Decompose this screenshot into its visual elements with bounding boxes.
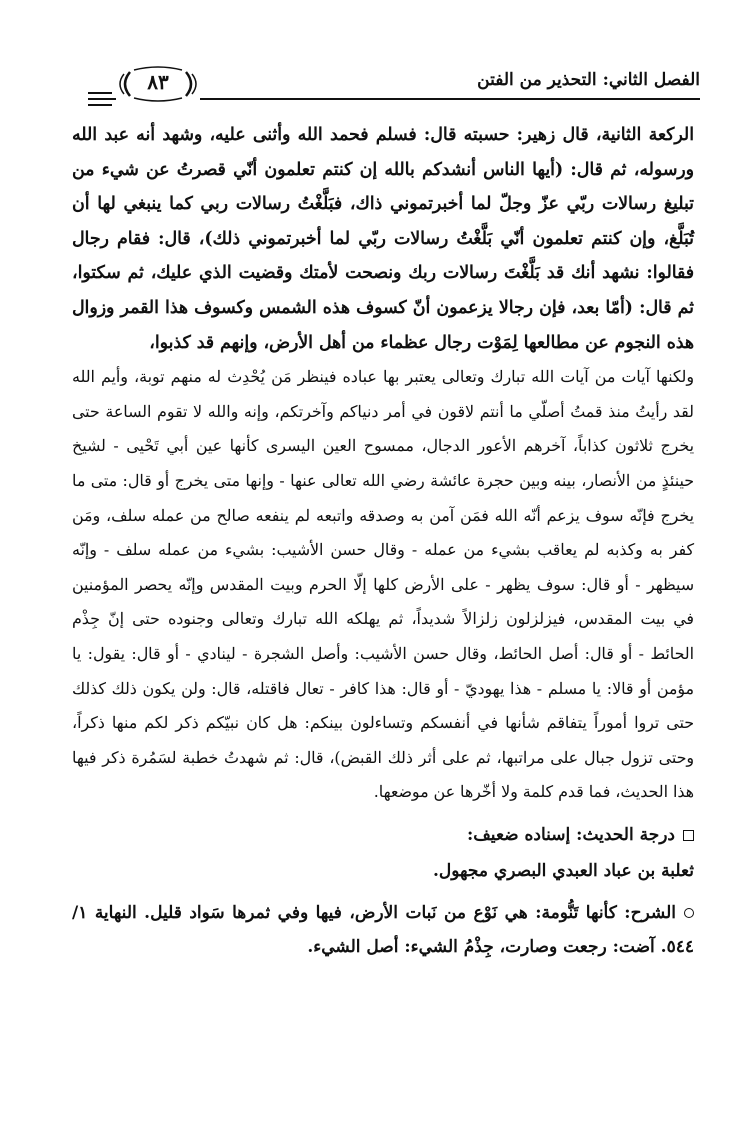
page-number-ornament <box>116 66 200 102</box>
narrator-note: ثعلبة بن عباد العبدي البصري مجهول. <box>433 860 694 881</box>
hadith-grade <box>72 818 694 852</box>
circle-bullet-icon <box>684 908 694 918</box>
explanation-text: الشرح: كأنها تَنُّومة: هي نَوْع من نَبات الأرض، فيها وفي ثمرها سَواد قليل. النهاية ١/ ٥٤٤. آضت: رجعت وصارت، جِذْمُ الشيء: أصل الشيء. <box>72 902 694 957</box>
header-double-rule-top <box>88 92 112 94</box>
explanation-note <box>72 896 694 964</box>
page-content <box>72 118 694 964</box>
square-bullet-icon <box>683 830 694 841</box>
hadith-text-continued: ولكنها آيات من آيات الله تبارك وتعالى يعتبر بها عباده فينظر مَن يُحْدِث له منهم توبة، وأيم الله لقد رأيتُ منذ قمتُ أصلّي ما أنتم لاقون في أمر دنياكم وآخرتكم، وإنه والله لا تقوم الساعة حتى يخرج ثلاثون كذاباً، آخرهم الأعور الدجال، ممسوح العين اليسرى كأنها عين أبي تَحْيى - لشيخ حينئذٍ من الأنصار، بينه وبين حجرة عائشة رضي الله تعالى عنها - وإنها متى يخرج أو قال: متى ما يخرج فإنّه سوف يزعم أنّه الله فمَن آمن به وصدقه واتبعه لم ينفعه صالح من عمله سلف، ومَن كفر به وكذبه لم يعاقب بشيء من عمله - وقال حسن الأشيب: بشيء من عمله سلف - وإنّه سيظهر - أو قال: سوف يظهر - على الأرض كلها إلّا الحرم وبيت المقدس وإنّه يحصر المؤمنين في بيت المقدس، فيزلزلون زلزالاً شديداً، ثم يهلكه الله تبارك وتعالى وجنوده حتى إنّ جِذْم الحائط - أو قال: أصل الحائط، وقال حسن الأشيب: وأصل الشجرة - لينادي - أو قال: يقول: يا مؤمن أو قالا: يا مسلم - هذا يهوديّ - أو قال: هذا كافر - تعال فاقتله، قال: ولن يكون ذلك كذلك حتى تروا أموراً يتفاقم شأنها في أنفسكم وتساءلون بينكم: هل كان نبيّكم ذكر لكم منها ذكراً، وحتى تزول جبال على مراتبها، ثم على أثر ذلك القبض)، قال: ثم شهدتُ خطبة لسَمُرة ذكر فيها هذا الحديث، فما قدم كلمة ولا أخّرها عن موضعها. <box>72 367 694 802</box>
hadith-text-main: الركعة الثانية، قال زهير: حسبته قال: فسلم فحمد الله وأثنى عليه، وشهد أنه عبد الله ورسوله، ثم قال: (أيها الناس أنشدكم بالله إن كنتم تعلمون أنّي قصرتُ عن شيء من تبليغ رسالات ربّي عزّ وجلّ لما أخبرتموني ذاك، فبَلَّغْتُ رسالات ربي كما ينبغي لها أن تُبَلَّغ، وإن كنتم تعلمون أنّي بَلَّغْتُ رسالات ربّي لما أخبرتموني ذلك)، قال: فقام رجال فقالوا: نشهد أنك قد بَلَّغْتَ رسالات ربك ونصحت لأمتك وقضيت الذي عليك، ثم سكتوا، ثم قال: (أمّا بعد، فإن رجالا يزعمون أنّ كسوف هذه الشمس وكسوف هذا القمر وزوال هذه النجوم عن مطالعها لِمَوْت رجال عظماء من أهل الأرض، وإنهم قد كذبوا، <box>72 125 694 353</box>
page-number: ٨٣ <box>147 70 169 94</box>
chapter-title: الفصل الثاني: التحذير من الفتن <box>477 70 700 90</box>
hadith-grade-label: درجة الحديث: إسناده ضعيف: <box>466 824 675 845</box>
header-double-rule-bottom <box>88 104 112 106</box>
page-header <box>88 62 700 110</box>
